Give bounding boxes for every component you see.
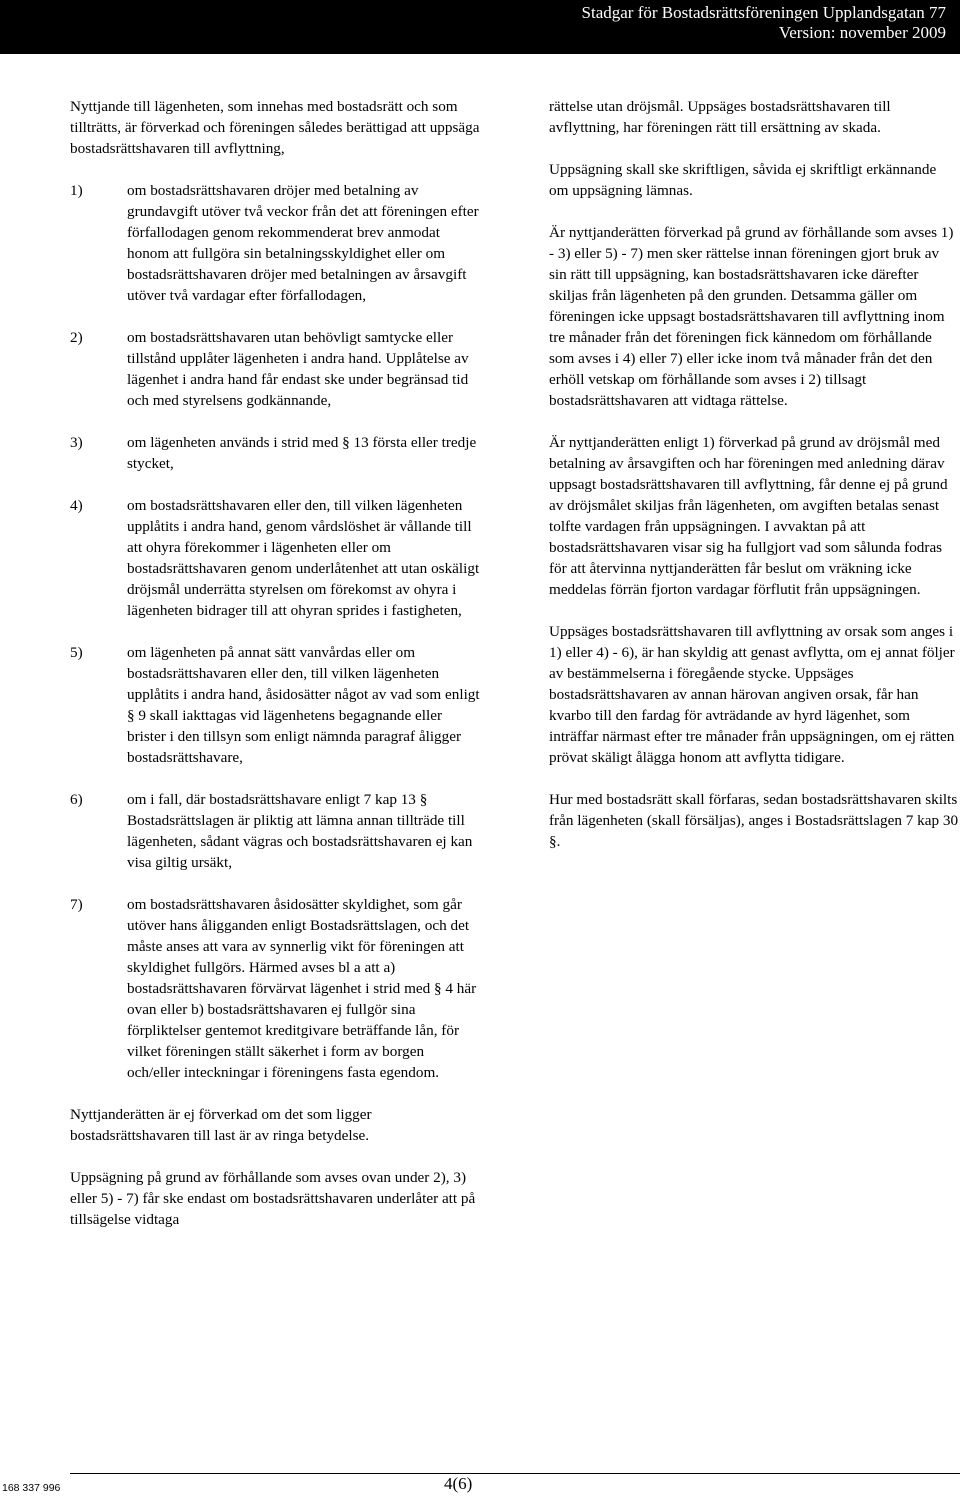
paragraph-minor-fault: Nyttjanderätten är ej förverkad om det som ligger bostadsrättshavaren till last är av ringa betydelse. <box>70 1106 372 1144</box>
list-item <box>70 432 480 474</box>
footer-divider <box>70 1473 960 1474</box>
list-item-number: 1) <box>70 182 83 199</box>
list-item-text: om lägenheten används i strid med § 13 första eller tredje stycket, <box>127 434 477 472</box>
list-item-number: 7) <box>70 896 83 913</box>
right-column <box>549 96 959 873</box>
list-item <box>70 894 480 1083</box>
right-paragraph: Är nyttjanderätten enligt 1) förverkad på grund av dröjsmål med betalning av årsavgiften och har föreningen med anledning därav uppsagt bostadsrättshavaren till avflyttning, får denne ej på grund av dröjsmålet skiljas från lägenheten, om avgiften betalas senast tolfte vardagen från uppsägningen. I avvaktan på att bostadsrättshavaren visar sig ha fullgjort vad som sålunda fodras för att återvinna nyttjanderätten får beslut om vräkning icke meddelas förrän fjorton vardagar förflutit från uppsägningen. <box>549 434 948 598</box>
list-item-text: om bostadsrättshavaren åsidosätter skyldighet, som går utöver hans åligganden enligt Bostadsrättslagen, och det måste anses att vara av synnerlig vikt för föreningen att skyldighet fullgörs. Härmed avses bl a att a) bostadsrättshavaren förvärvat lägenhet i strid med § 4 här ovan eller b) bostadsrättshavaren ej fullgör sina förpliktelser gentemot kreditgivare beträffande lån, för vilket föreningen ställt säkerhet i form av borgen och/eller inteckningar i föreningens fasta egendom. <box>127 896 477 1081</box>
list-item <box>70 642 480 768</box>
list-item-text: om lägenheten på annat sätt vanvårdas eller om bostadsrättshavaren eller den, till vilken lägenheten upplåtits i andra hand, åsidosätter något av vad som enligt § 9 skall iakttagas vid lägenhetens begagnande eller brister i den tillsyn som enligt nämnda paragraf åligger bostadsrättshavare, <box>127 644 480 766</box>
list-item-number: 3) <box>70 434 83 451</box>
list-item <box>70 180 480 306</box>
list-item <box>70 327 480 411</box>
document-title: Stadgar för Bostadsrättsföreningen Upplandsgatan 77 <box>581 3 946 22</box>
left-column <box>70 96 480 1251</box>
right-paragraph: Uppsägning skall ske skriftligen, såvida ej skriftligt erkännande om uppsägning lämnas. <box>549 161 937 199</box>
list-item-number: 5) <box>70 644 83 661</box>
page-number: 4(6) <box>444 1474 473 1493</box>
list-item <box>70 495 480 621</box>
list-item-number: 4) <box>70 497 83 514</box>
list-item-text: om bostadsrättshavaren utan behövligt samtycke eller tillstånd upplåter lägenheten i andra hand. Upplåtelse av lägenhet i andra hand får endast ske under begränsad tid och med styrelsens godkännande, <box>127 329 469 409</box>
list-item <box>70 789 480 873</box>
right-paragraph: rättelse utan dröjsmål. Uppsäges bostadsrättshavaren till avflyttning, har föreningen rätt till ersättning av skada. <box>549 98 891 136</box>
paragraph-termination-condition: Uppsägning på grund av förhållande som avses ovan under 2), 3) eller 5) - 7) får ske endast om bostadsrättshavaren underlåter att på tillsägelse vidtaga <box>70 1169 476 1228</box>
list-item-text: om bostadsrättshavaren eller den, till vilken lägenheten upplåtits i andra hand, genom vårdslöshet är vållande till att ohyra förekommer i lägenheten eller om bostadsrättshavaren genom underlåtenhet att utan oskäligt dröjsmål underrätta styrelsen om förekomst av ohyra i lägenheten bidrager till att ohyran sprides i fastigheten, <box>127 497 480 619</box>
page-header <box>0 0 960 54</box>
list-item-text: om i fall, där bostadsrättshavare enligt 7 kap 13 § Bostadsrättslagen är pliktig att lämna annan tillträde till lägenheten, sådant vägras och bostadsrättshavaren ej kan visa giltig ursäkt, <box>127 791 473 871</box>
list-item-text: om bostadsrättshavaren dröjer med betalning av grundavgift utöver två veckor från det att föreningen efter förfallodagen genom rekommenderat brev anmodat honom att fullgöra sin betalningsskyldighet eller om bostadsrättshavaren dröjer med betalningen av årsavgift utöver två vardagar efter förfallodagen, <box>127 182 479 304</box>
right-paragraph: Uppsäges bostadsrättshavaren till avflyttning av orsak som anges i 1) eller 4) - 6), är han skyldig att genast avflytta, om ej annat följer av bestämmelserna i föregående stycke. Uppsäges bostadsrättshavaren av annan härovan angiven orsak, får han kvarbo till den fardag för avträdande av hyrd lägenhet, som inträffar närmast efter tre månader från uppsägningen, om ej rätten prövat skäligt ålägga honom att avflytta tidigare. <box>549 623 955 766</box>
page-footer <box>0 1468 960 1500</box>
intro-paragraph: Nyttjande till lägenheten, som innehas med bostadsrätt och som tillträtts, är förverkad och föreningen således berättigad att uppsäga bostadsrättshavaren till avflyttning, <box>70 98 480 157</box>
footer-document-code: 168 337 996 <box>2 1482 61 1494</box>
list-item-number: 6) <box>70 791 83 808</box>
document-version: Version: november 2009 <box>778 23 946 42</box>
right-paragraph: Hur med bostadsrätt skall förfaras, sedan bostadsrättshavaren skilts från lägenheten (skall försäljas), anges i Bostadsrättslagen 7 kap 30 §. <box>549 791 959 850</box>
list-item-number: 2) <box>70 329 83 346</box>
right-paragraph: Är nyttjanderätten förverkad på grund av förhållande som avses 1) - 3) eller 5) - 7) men sker rättelse innan föreningen gjort bruk av sin rätt till uppsägning, kan bostadsrättshavaren icke därefter skiljas från lägenheten på den grunden. Detsamma gäller om föreningen icke uppsagt bostadsrättshavaren till avflyttning inom tre månader från det föreningen fick kännedom om förhållande som avses i 4) eller 7) eller icke inom två månader från det den erhöll vetskap om förhållande som avses i 2) tillsagt bostadsrättshavaren att vidtaga rättelse. <box>549 224 954 409</box>
